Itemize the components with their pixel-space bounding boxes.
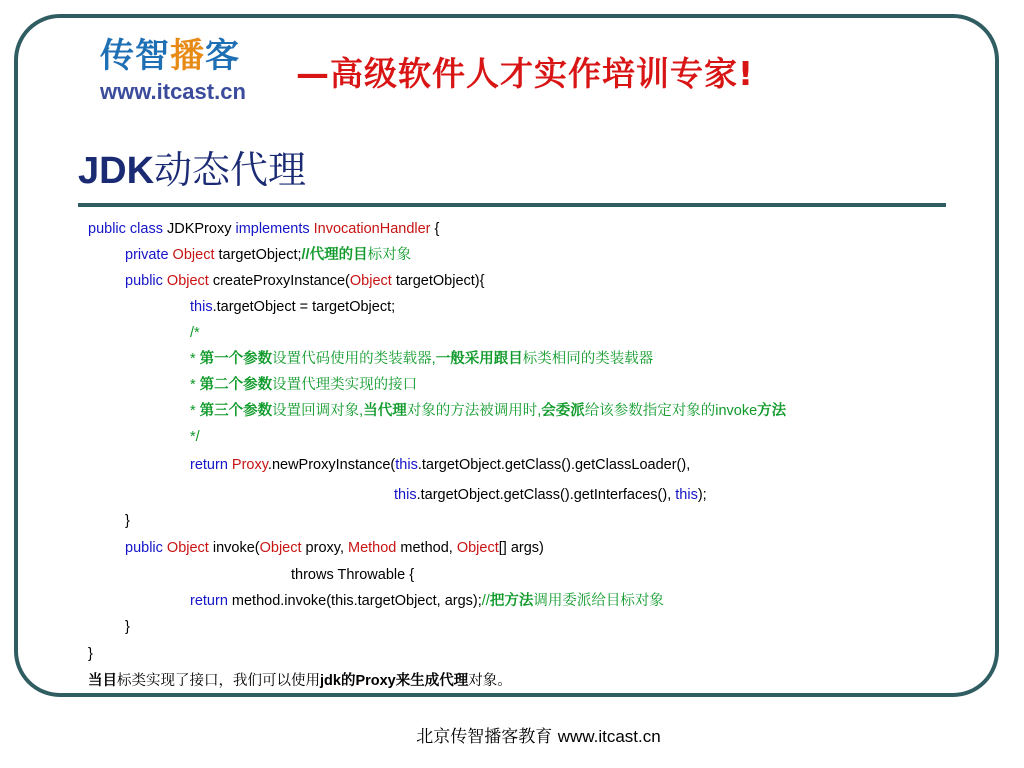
code-line-6 (190, 348, 653, 370)
slide-title-chinese: 动态代理 (154, 148, 307, 192)
code-comment (482, 593, 664, 609)
code-token: public class (88, 221, 163, 237)
code-line-5 (190, 322, 200, 344)
code-token: 第三个参数 (199, 403, 273, 419)
code-token: ); (697, 487, 707, 503)
code-token: Object (162, 540, 209, 556)
code-comment (190, 403, 786, 419)
code-line-8 (190, 400, 786, 422)
code-token: Proxy (227, 457, 268, 473)
code-token: } (125, 619, 130, 635)
logo-url: www.itcast.cn (100, 79, 246, 104)
code-token: private (125, 247, 169, 263)
code-token: 当目 (88, 673, 117, 689)
code-token: targetObject; (214, 247, 302, 263)
code-token: return (190, 593, 228, 609)
code-token: .targetObject.getClass().getInterfaces(), (416, 487, 676, 503)
code-line-9 (190, 426, 200, 448)
code-token: 对象。 (468, 673, 512, 689)
code-token: this (394, 487, 417, 503)
code-token: throws Throwable { (291, 567, 415, 583)
slogan: —高级软件人才实作培训专家! (296, 54, 755, 93)
code-line-15 (190, 590, 664, 612)
code-token: [] args) (498, 540, 544, 556)
footer (0, 722, 1024, 747)
code-token: Method (348, 540, 397, 556)
code-comment (190, 377, 417, 393)
code-token: 把方法 (489, 593, 534, 609)
slide-title (78, 145, 306, 196)
code-token: 设置代码使用的类装载器, (272, 351, 436, 367)
code-line-2 (125, 244, 411, 266)
footer-url: www.itcast.cn (557, 727, 661, 746)
code-token: .targetObject.getClass().getClassLoader(), (417, 457, 691, 473)
code-token: this (395, 457, 418, 473)
code-token: this (675, 487, 698, 503)
code-token: .targetObject = targetObject; (212, 299, 396, 315)
code-comment (302, 247, 412, 263)
code-comment (190, 351, 653, 367)
code-token: 调用委派给目标对象 (533, 593, 664, 609)
code-token: public (125, 273, 163, 289)
code-token: 标对象 (367, 247, 412, 263)
logo-text-part3: 客 (205, 36, 240, 76)
logo-text-part2: 播 (170, 36, 205, 76)
code-token: * (190, 403, 200, 419)
code-token: implements (235, 221, 310, 237)
code-line-7 (190, 374, 417, 396)
code-token: 第二个参数 (199, 377, 273, 393)
code-token: 当代理 (363, 403, 407, 419)
code-token: method.invoke(this.targetObject, args); (227, 593, 482, 609)
code-token: } (88, 646, 93, 662)
code-token: 设置代理类实现的接口 (272, 377, 418, 393)
code-token: Object (168, 247, 215, 263)
code-token: // (481, 593, 490, 609)
itcast-logo (100, 36, 290, 112)
code-token: Object (162, 273, 209, 289)
code-token: InvocationHandler (309, 221, 431, 237)
code-line-16 (125, 616, 130, 638)
slide-title-latin: JDK (78, 150, 155, 192)
code-token: 第一个参数 (199, 351, 273, 367)
code-token: targetObject){ (391, 273, 485, 289)
code-note (88, 670, 512, 692)
code-token: 对象的方法被调用时, (406, 403, 542, 419)
code-line-11 (394, 484, 707, 506)
code-line-4 (190, 296, 395, 318)
code-token: method, (396, 540, 457, 556)
code-token: //代理的目 (301, 247, 368, 263)
code-line-17 (88, 643, 93, 665)
footer-org: 北京传智播客教育 (416, 727, 558, 747)
code-token: 标类实现了接口，我们可以使用 (117, 673, 320, 689)
code-line-1 (88, 218, 439, 240)
code-token: invoke( (208, 540, 260, 556)
code-token: Object (456, 540, 499, 556)
code-token: 会委派 (541, 403, 585, 419)
code-line-12 (125, 510, 130, 532)
code-token: * (190, 377, 200, 393)
code-token: .newProxyInstance( (267, 457, 396, 473)
code-token: 标类相同的类装载器 (522, 351, 654, 367)
code-line-14 (291, 564, 414, 586)
code-token: this (190, 299, 213, 315)
code-token: /* (190, 325, 200, 341)
code-token: JDKProxy (162, 221, 236, 237)
code-token: Object (259, 540, 302, 556)
code-line-10 (190, 454, 690, 476)
code-token: 给该参数指定对象的invoke (584, 403, 758, 419)
code-token: createProxyInstance( (208, 273, 350, 289)
code-token: } (125, 513, 130, 529)
code-line-3 (125, 270, 484, 292)
code-token: return (190, 457, 228, 473)
code-token: 方法 (757, 403, 787, 419)
code-token: 设置回调对象, (272, 403, 364, 419)
code-token: proxy, (301, 540, 348, 556)
code-token: public (125, 540, 163, 556)
code-token: */ (190, 429, 200, 445)
code-token: jdk的Proxy来生成代理 (320, 673, 469, 689)
code-token: * (190, 351, 200, 367)
code-line-13 (125, 537, 544, 559)
code-token: { (430, 221, 440, 237)
title-underline (78, 203, 946, 207)
logo-text-part1: 传智 (100, 36, 170, 76)
code-token: Object (349, 273, 392, 289)
code-token: 一般采用跟目 (435, 351, 523, 367)
logo-chinese (100, 36, 290, 76)
